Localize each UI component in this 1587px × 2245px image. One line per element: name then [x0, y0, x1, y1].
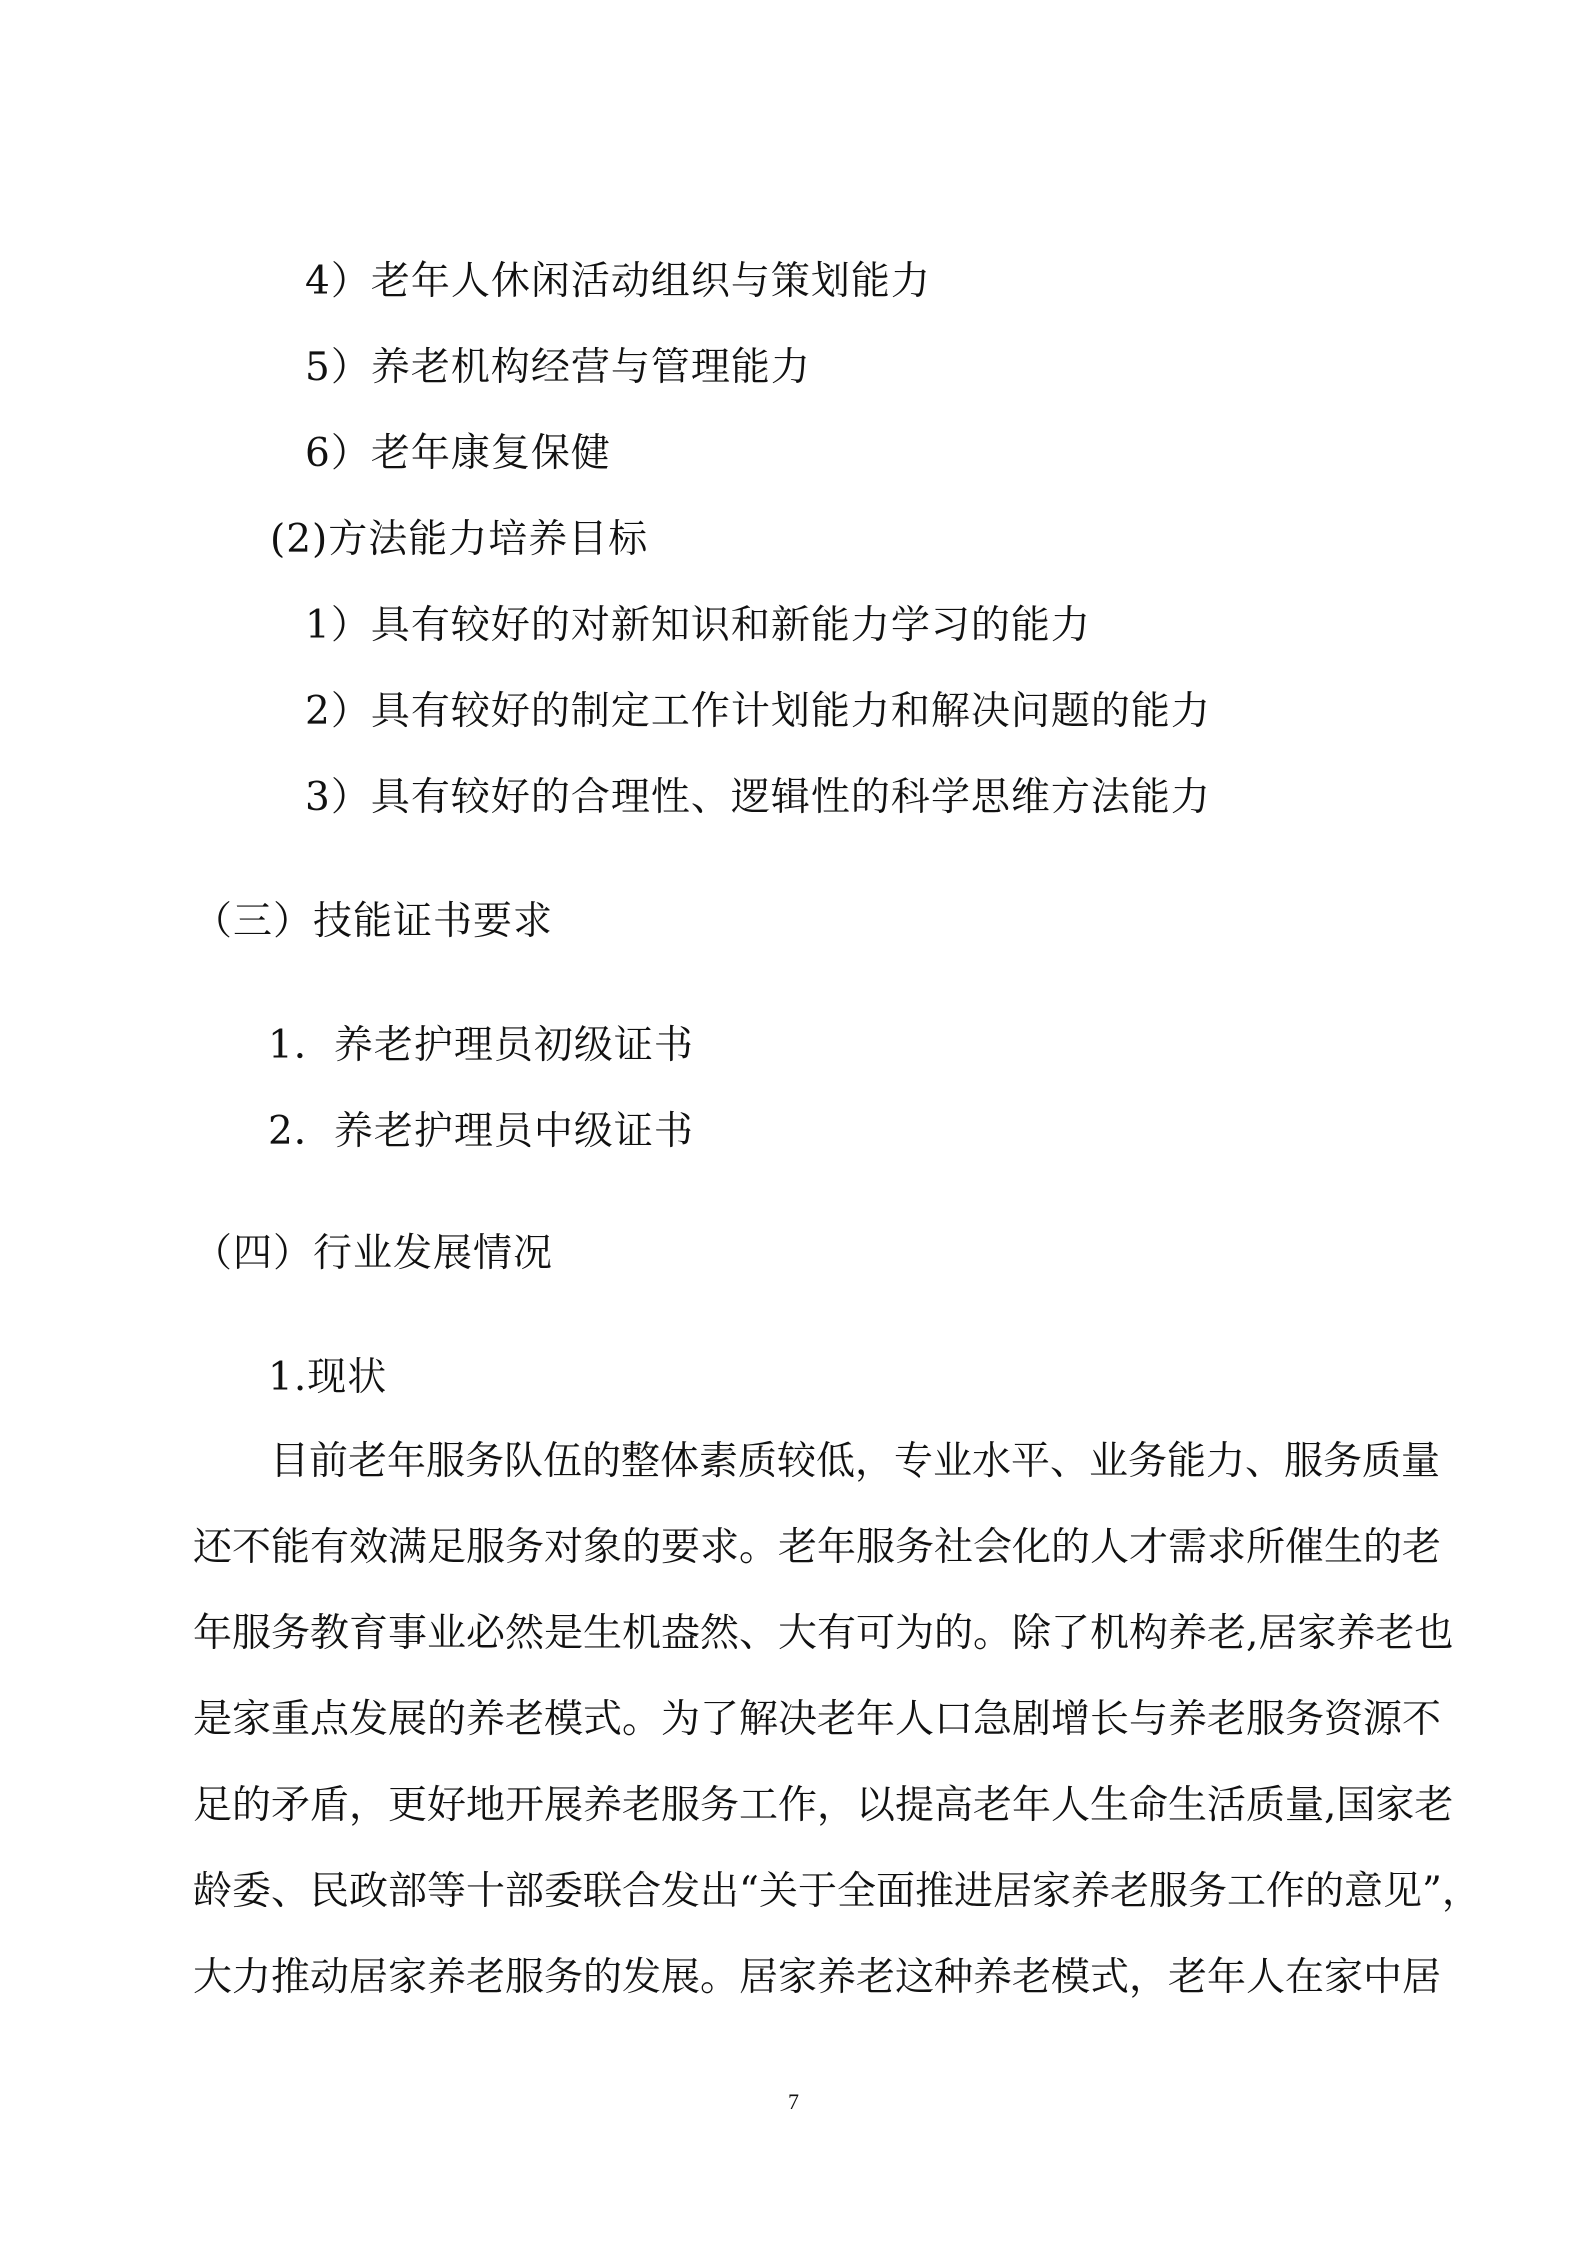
paragraph-line: 足的矛盾，更好地开展养老服务工作，以提高老年人生命生活质量,国家老	[193, 1783, 1454, 1828]
paragraph-line: 大力推动居家养老服务的发展。居家养老这种养老模式，老年人在家中居	[193, 1955, 1442, 2000]
paragraph-line: 龄委、民政部等十部委联合发出“关于全面推进居家养老服务工作的意见”，	[193, 1869, 1481, 1914]
paragraph-line: 是家重点发展的养老模式。为了解决老年人口急剧增长与养老服务资源不	[193, 1697, 1442, 1742]
section-heading: （四）行业发展情况	[193, 1231, 554, 1276]
list-item: 3）具有较好的合理性、逻辑性的科学思维方法能力	[305, 775, 1211, 820]
sub-heading: (2)方法能力培养目标	[270, 517, 649, 562]
list-item: 4）老年人休闲活动组织与策划能力	[305, 259, 931, 304]
list-item: 6）老年康复保健	[305, 431, 611, 476]
list-item: 2）具有较好的制定工作计划能力和解决问题的能力	[305, 689, 1211, 734]
sub-heading: 1.现状	[268, 1355, 388, 1400]
list-item: 5）养老机构经营与管理能力	[305, 345, 811, 390]
section-heading: （三）技能证书要求	[193, 899, 554, 944]
page-number: 7	[788, 2089, 799, 2114]
certificate-item: 2．养老护理员中级证书	[268, 1109, 694, 1154]
list-item: 1）具有较好的对新知识和新能力学习的能力	[305, 603, 1091, 648]
certificate-item: 1．养老护理员初级证书	[268, 1023, 694, 1068]
paragraph-line: 还不能有效满足服务对象的要求。老年服务社会化的人才需求所催生的老	[193, 1525, 1442, 1570]
paragraph-line: 目前老年服务队伍的整体素质较低，专业水平、业务能力、服务质量	[270, 1439, 1441, 1484]
paragraph-line: 年服务教育事业必然是生机盎然、大有可为的。除了机构养老,居家养老也	[193, 1611, 1454, 1656]
